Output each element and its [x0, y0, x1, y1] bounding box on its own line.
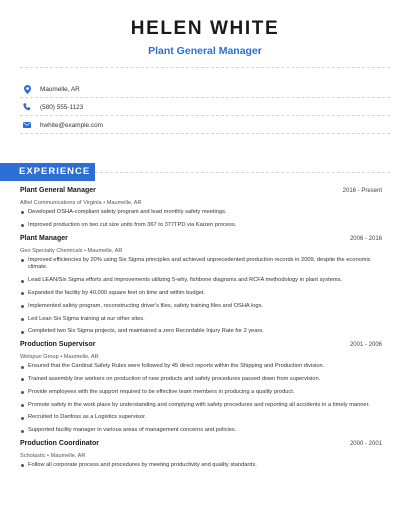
job-bullet: Lead LEAN/Six Sigma efforts and improvements utilizing 5-why, fishbone diagrams and RCFA methodology in plant systems.: [20, 277, 382, 285]
contact-divider: [20, 133, 390, 134]
section-rule: [95, 172, 390, 173]
job-bullets: [20, 257, 382, 337]
email-text: hwhite@example.com: [40, 121, 103, 129]
job-title: Production Coordinator: [20, 439, 99, 447]
candidate-name: HELEN WHITE: [130, 18, 280, 39]
job-dates: 2000 - 2001: [349, 440, 382, 447]
job-company: Geo Specialty Chemicals • Maumelle, AR: [20, 247, 123, 254]
job-company: Scholastic • Maumelle, AR: [20, 452, 86, 459]
job-entry: [20, 341, 382, 435]
location-pin-icon: [22, 84, 32, 94]
job-title: Production Supervisor: [20, 341, 96, 349]
job-bullet: Improved efficiencies by 20% using Six Sigma principles and achieved unprecedented production records in 2009, despite the economic climate.: [20, 257, 382, 273]
job-company: Alltel Communications of Virginia • Maumelle, AR: [20, 200, 142, 206]
candidate-title: Plant General Manager: [148, 45, 262, 57]
job-bullet: Led Lean Six Sigma training at our other sites.: [20, 316, 382, 324]
job-dates: 2001 - 2006: [349, 342, 382, 349]
job-bullet: Ensured that the Cardinal Safety Rules were followed by 45 direct reports within the Shipping and Production division.: [20, 363, 382, 371]
contact-divider: [20, 115, 390, 116]
header-divider: [20, 67, 390, 68]
job-dates: 2016 - Present: [342, 188, 382, 194]
job-bullet: Recruited to Danfoss as a Logistics supervisor.: [20, 414, 382, 422]
job-entry: [20, 440, 382, 470]
job-bullets: [20, 363, 382, 435]
location-text: Maumelle, AR: [40, 85, 80, 93]
contact-email: [22, 119, 103, 131]
job-entry: [20, 187, 382, 230]
email-icon: [22, 120, 32, 130]
job-bullet: Improved production on two cut size units from 367 to 377TPD via Kaizen process.: [20, 222, 382, 230]
phone-text: (580) 555-1123: [40, 103, 84, 111]
job-bullet: Trained assembly line workers on production of new products and safety procedures passed down from supervision.: [20, 376, 382, 384]
job-bullets: [20, 209, 382, 230]
job-title: Plant General Manager: [20, 187, 96, 194]
resume-header: [0, 0, 410, 58]
section-heading-experience: EXPERIENCE: [0, 163, 95, 181]
job-bullet: Promote safety in the work place by understanding and complying with safety procedures and reporting all accidents in a timely manner.: [20, 402, 382, 410]
job-bullet: Provide employees with the support required to be effective team members in producing a quality product.: [20, 389, 382, 397]
job-bullet: Expanded the facility by 40,000 square feet on time and within budget.: [20, 290, 382, 298]
job-company: Welspun Group • Maumelle, AR: [20, 354, 99, 361]
job-bullet: Developed OSHA-compliant safety program and lead monthly safety meetings.: [20, 209, 382, 217]
job-bullet: Follow all corporate process and procedures by meeting productivity and quality standards.: [20, 462, 382, 470]
job-bullets: [20, 462, 382, 470]
phone-icon: [22, 102, 32, 112]
job-bullet: Implemented safety program, reconstructing driver's files, safety training files and OSHA logs.: [20, 303, 382, 311]
contact-phone: [22, 101, 83, 113]
job-title: Plant Manager: [20, 234, 68, 242]
contact-location: [22, 83, 80, 95]
experience-list: [20, 187, 382, 475]
job-dates: 2006 - 2016: [349, 235, 382, 242]
job-bullet: Completed two Six Sigma projects, and maintained a zero Recordable Injury Rate for 2 years.: [20, 328, 382, 336]
job-entry: [20, 235, 382, 337]
contact-divider: [20, 97, 390, 98]
job-bullet: Supported facility manager in various areas of management concerns and policies.: [20, 427, 382, 435]
